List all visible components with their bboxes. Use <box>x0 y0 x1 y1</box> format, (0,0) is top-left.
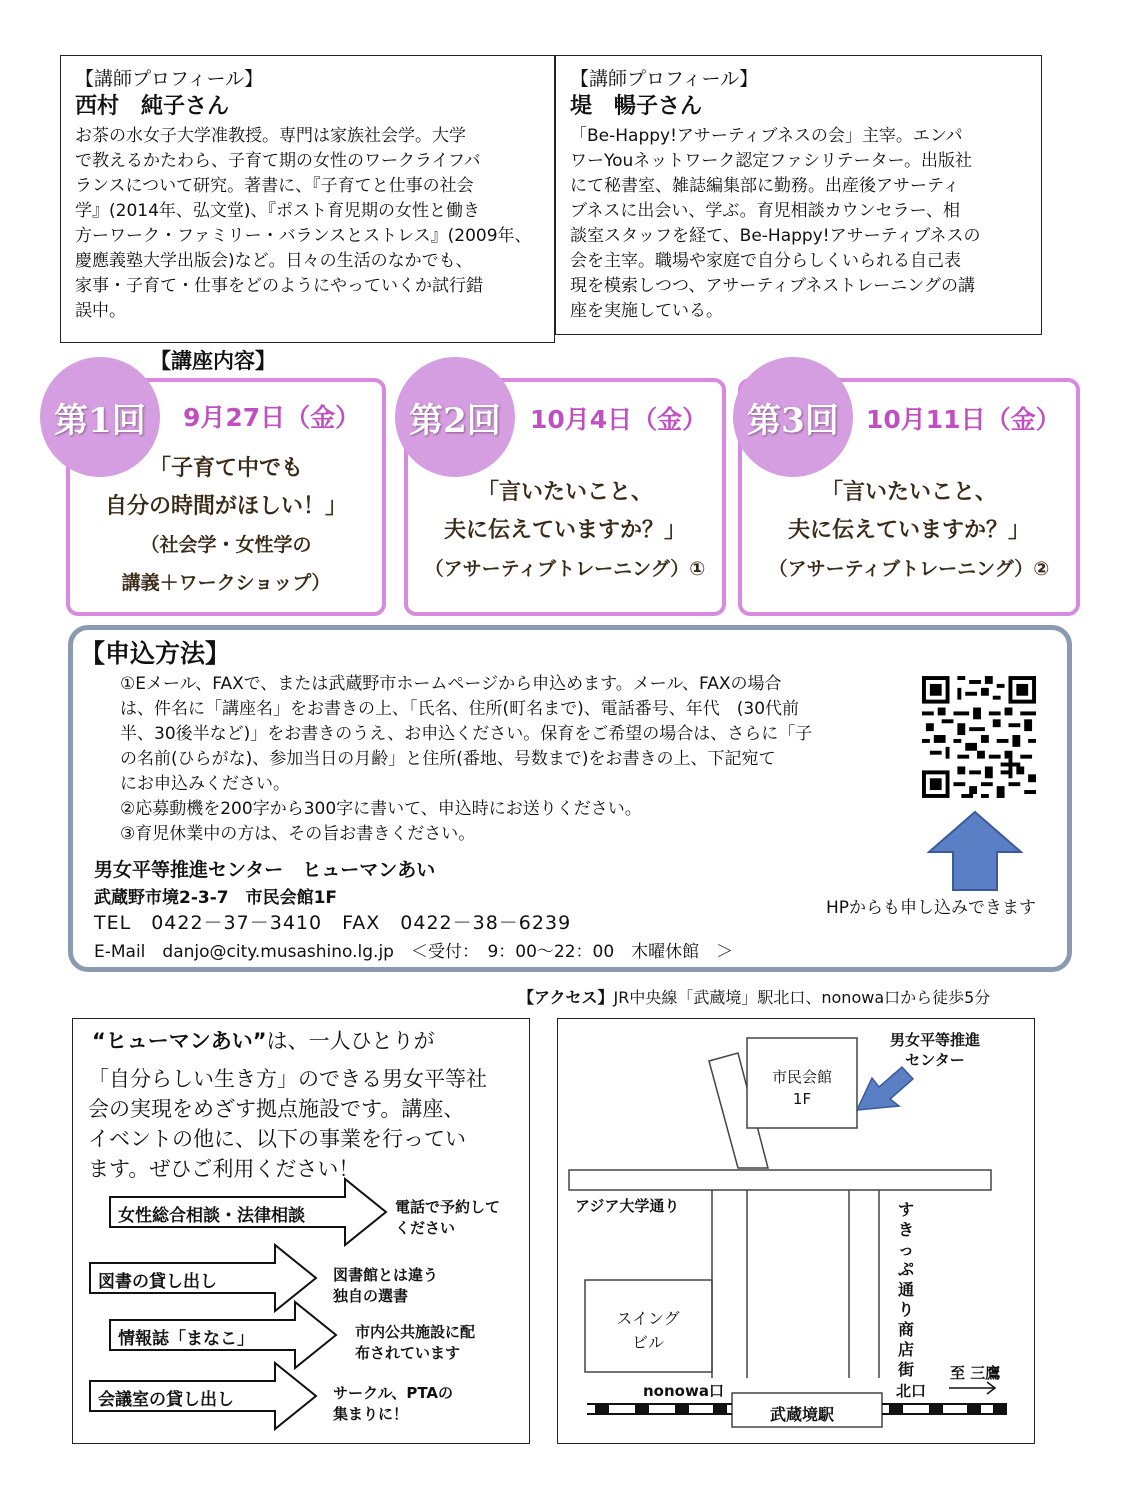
session-date-3: 10月11日（金） <box>866 405 1061 434</box>
access-label: 【アクセス】 <box>518 988 614 1007</box>
map-station-label: 武蔵境駅 <box>770 1405 835 1424</box>
map-swing-label: スイング ビル <box>616 1309 680 1352</box>
org-name: 男女平等推進センター ヒューマンあい <box>94 859 436 881</box>
session-date-1: 9月27日（金） <box>183 403 361 432</box>
session-desc-2: 「言いたいこと、 夫に伝えていますか？」 （アサーティブトレーニング）① <box>424 480 706 580</box>
up-arrow-icon <box>925 810 1025 892</box>
access-line <box>518 985 990 1008</box>
map-center-label: 男女平等推進 センター <box>890 1031 981 1069</box>
session-desc-3: 「言いたいこと、 夫に伝えていますか？」 （アサーティブトレーニング）② <box>768 480 1050 580</box>
org-tel: TEL 0422－37－3410 FAX 0422－38－6239 <box>94 912 572 934</box>
profile-text: 「Be-Happy!アサーティブネスの会」主宰。エンパ ワーYouネットワーク認定ファシリテーター。出版社 にて秘書室、雑誌編集部に勤務。出産後アサーティ ブネスに出会い、学ぶ。育児相談カウンセラー、相 談室スタッフを経て、Be-Happy!アサーティブネスの 会を主宰。職場や家庭で自分らしくいられる自己表 現を模索しつつ、アサーティブネストレーニングの講 座を実施している。 <box>570 126 981 321</box>
session-badge-3: 第3回 <box>733 357 853 477</box>
profile-name: 堤 暢子さん <box>570 94 703 119</box>
map-civic-label: 市民会館 1F <box>771 1068 832 1108</box>
application-text: ①Eメール、FAXで、または武蔵野市ホームページから申込めます。メール、FAXの場合 は、件名に「講座名」をお書きの上、「氏名、住所(町名まで)、電話番号、年代 (30代前 半、30後半など)」をお書きのうえ、お申込ください。保育をご希望の場合は、さらに「子 の名前(ひらがな)、参加当日の月齢」と住所(番地、号数まで)をお書きの上、下記宛て にお申込みください。 ②応募動機を200字から300字に書いて、申込時にお送りください。 ③育児休業中の方は、その旨お書きください。 <box>120 674 813 844</box>
service-label-4: 会議室の貸し出し <box>98 1390 234 1410</box>
access-text: JR中央線「武蔵境」駅北口、nonowa口から徒歩5分 <box>613 988 991 1007</box>
map-pointer-arrow <box>857 1067 913 1110</box>
profile-tsutsumi <box>555 55 1042 335</box>
about-lead: “ヒューマンあい”は、一人ひとりが <box>92 1029 435 1053</box>
service-note-4: サークル、PTAの 集まりに！ <box>333 1384 454 1423</box>
service-note-2: 図書館とは違う 独自の選書 <box>333 1266 439 1305</box>
map-asia-label: アジア大学通り <box>575 1197 680 1215</box>
profile-name: 西村 純子さん <box>75 94 230 119</box>
org-address: 武蔵野市境2-3-7 市民会館1F <box>94 888 338 908</box>
profile-nishimura <box>60 55 555 343</box>
org-email: E-Mail danjo@city.musashino.lg.jp ＜受付： 9：00～22：00 木曜休館 ＞ <box>94 942 734 962</box>
qr-code[interactable] <box>922 676 1036 798</box>
map-nonowa-label: nonowa口 <box>643 1382 724 1400</box>
map-north-label: 北口 <box>896 1382 927 1400</box>
profile-heading: 【講師プロフィール】 <box>570 68 759 90</box>
session-badge-2: 第2回 <box>395 357 515 477</box>
service-label-3: 情報誌「まなこ」 <box>118 1329 254 1349</box>
about-text: 「自分らしい生き方」のできる男女平等社 会の実現をめざす拠点施設です。講座、 イベントの他に、以下の事業を行ってい ます。ぜひご利用ください！ <box>88 1067 487 1181</box>
map-asia-street <box>569 1170 991 1190</box>
service-note-3: 市内公共施設に配 布されています <box>355 1323 476 1362</box>
hp-note: HPからも申し込みできます <box>826 898 1037 918</box>
profile-heading: 【講師プロフィール】 <box>75 68 264 90</box>
profile-text: お茶の水女子大学准教授。専門は家族社会学。大学 で教えるかたわら、子育て期の女性のワークライフバ ランスについて研究。著書に、『子育てと仕事の社会 学』(2014年、弘文堂)、『ポスト育児期の女性と働き 方ーワーク・ファミリー・バランスとストレス』(2009年、 慶應義塾大学出版会)など。日々の生活のなかでも、 家事・子育て・仕事をどのようにやっていくか試行錯 誤中。 <box>75 126 532 321</box>
map-mitaka-label: 至 三鷹 <box>950 1364 1001 1382</box>
service-note-1: 電話で予約して ください <box>395 1198 501 1237</box>
session-date-2: 10月4日（金） <box>530 405 708 434</box>
application-title: 【申込方法】 <box>80 639 231 668</box>
service-label-1: 女性総合相談・法律相談 <box>118 1206 305 1226</box>
map-skip-label: すきっぷ通り商店街 <box>898 1200 915 1379</box>
session-desc-1: 「子育て中でも 自分の時間がほしい！」 （社会学・女性学の 講義＋ワークショップ） <box>104 456 347 594</box>
service-label-2: 図書の貸し出し <box>98 1272 217 1292</box>
course-title: 【講座内容】 <box>150 349 276 373</box>
session-badge-1: 第1回 <box>40 357 160 477</box>
